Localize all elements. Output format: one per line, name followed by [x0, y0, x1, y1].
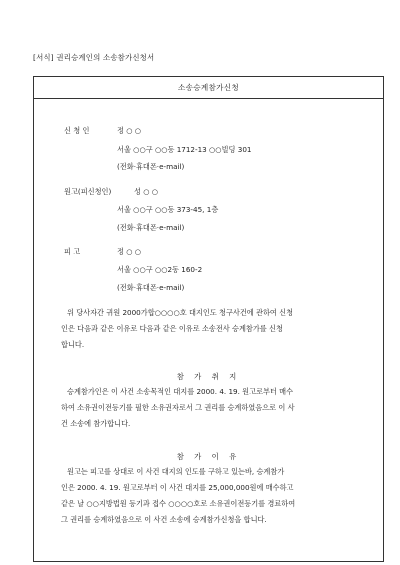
defendant-address: 서울 ○○구 ○○2동 160-2: [117, 265, 203, 274]
reason-line: 그 권리를 승계하였음으로 이 사건 소송에 승계참가신청을 합니다.: [61, 515, 267, 524]
applicant-name: 정 ○ ○: [117, 126, 142, 135]
plaintiff-address: 서울 ○○구 ○○동 373-45, 1층: [117, 205, 219, 214]
document-box: [33, 76, 384, 562]
reason-heading: 참 가 이 유: [176, 452, 241, 461]
intro-line: 위 당사자간 귀원 2000가합○○○○호 대지인도 청구사건에 관하여 신청: [67, 308, 294, 317]
intro-line: 인은 다음과 같은 이유로 다음과 같은 이유로 소송전사 승계참가를 신청: [61, 324, 283, 333]
defendant-name: 정 ○ ○: [117, 247, 142, 256]
purpose-line: 승계참가인은 이 사건 소송목적인 대지를 2000. 4. 19. 원고로부터 매수: [67, 387, 294, 396]
document-title: 소송승계참가신청: [34, 77, 383, 99]
defendant-label: 피 고: [64, 247, 81, 256]
applicant-address: 서울 ○○구 ○○동 1712-13 ○○빌딩 301: [117, 145, 252, 154]
plaintiff-contact: (전화·휴대폰·e-mail): [117, 223, 185, 232]
purpose-heading: 참 가 취 지: [176, 372, 241, 381]
plaintiff-label: 원고(피신청인): [64, 187, 112, 196]
reason-line: 원고는 피고를 상대로 이 사건 대지의 인도를 구하고 있는바, 승계참가: [67, 467, 285, 476]
form-label: [서식] 권리승계인의 소송참가신청서: [33, 53, 155, 62]
reason-line: 인은 2000. 4. 19. 원고로부터 이 사건 대지를 25,000,000원에 매수하고: [61, 483, 294, 492]
defendant-contact: (전화·휴대폰·e-mail): [117, 283, 185, 292]
applicant-label: 신 청 인: [64, 126, 90, 135]
plaintiff-name: 성 ○ ○: [134, 187, 159, 196]
purpose-line: 하여 소유권이전등기를 필한 소유권자로서 그 권리를 승계하였음으로 이 사: [61, 403, 295, 412]
intro-line: 합니다.: [61, 340, 85, 349]
reason-line: 같은 날 ○○지방법원 등기과 접수 ○○○○호로 소유권이전등기를 경료하여: [61, 499, 296, 508]
purpose-line: 건 소송에 참가합니다.: [61, 419, 131, 428]
applicant-contact: (전화·휴대폰·e-mail): [117, 162, 185, 171]
